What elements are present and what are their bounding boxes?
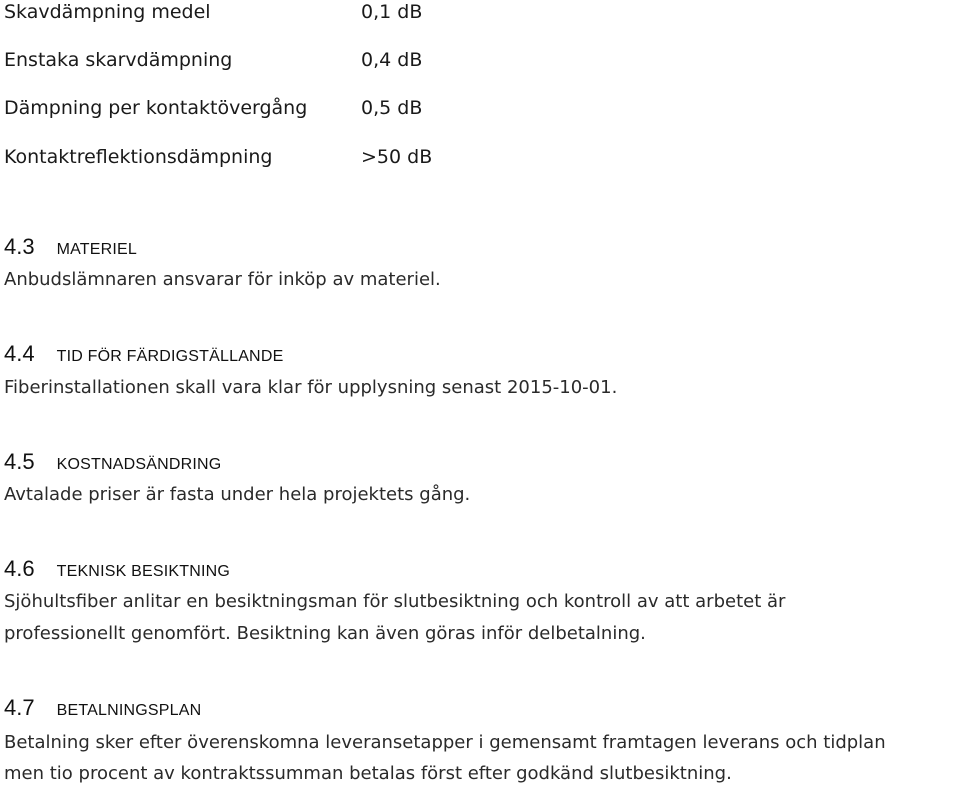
spec-label: Kontaktreflektionsdämpning [4,146,273,168]
section-paragraph: Fiberinstallationen skall vara klar för upplysning senast 2015-10-01. [4,377,618,398]
section-number: 4.3 [4,234,35,259]
spec-value: 0,1 dB [361,1,423,23]
section-paragraph: Sjöhultsfiber anlitar en besiktningsman för slutbesiktning och kontroll av att arbetet är [4,591,786,612]
section-paragraph: professionellt genomfört. Besiktning kan även göras inför delbetalning. [4,623,646,644]
section-title: KOSTNADSÄNDRING [56,456,222,473]
spec-label: Skavdämpning medel [4,1,211,23]
spec-label: Enstaka skarvdämpning [4,49,233,71]
section-paragraph: Betalning sker efter överenskomna leveransetapper i gemensamt framtagen leverans och tidplan [4,732,886,753]
section-title: TEKNISK BESIKTNING [56,563,231,580]
section-number: 4.5 [4,449,35,474]
spec-value: >50 dB [361,146,433,168]
spec-value: 0,5 dB [361,97,423,119]
section-heading [4,449,221,478]
spec-label: Dämpning per kontaktövergång [4,97,308,119]
section-title: BETALNINGSPLAN [56,702,202,719]
section-paragraph: Avtalade priser är fasta under hela projektets gång. [4,484,471,505]
section-title: TID FÖR FÄRDIGSTÄLLANDE [56,348,284,365]
section-number: 4.7 [4,695,35,720]
section-title: MATERIEL [56,241,138,258]
section-heading [4,234,137,263]
section-number: 4.6 [4,556,35,581]
section-heading [4,341,283,370]
section-paragraph: Anbudslämnaren ansvarar för inköp av materiel. [4,269,441,290]
section-number: 4.4 [4,341,35,366]
spec-value: 0,4 dB [361,49,423,71]
section-heading [4,556,230,585]
section-heading [4,695,201,724]
section-paragraph: men tio procent av kontraktssumman betalas först efter godkänd slutbesiktning. [4,763,732,784]
